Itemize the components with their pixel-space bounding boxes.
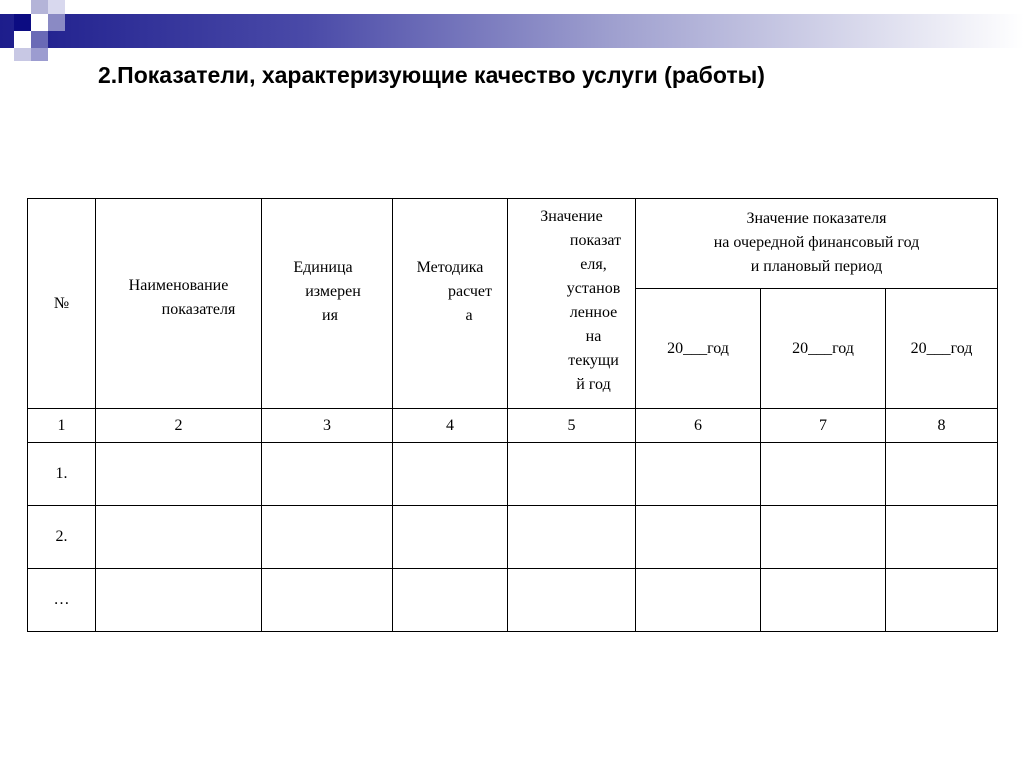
table-cell[interactable] [96, 506, 262, 569]
table-cell[interactable] [508, 506, 636, 569]
decor-square [14, 48, 31, 61]
header-num [28, 199, 96, 409]
column-number: 6 [636, 409, 761, 443]
header-unit-line: ия [322, 306, 338, 324]
table-cell[interactable] [886, 506, 998, 569]
table-cell[interactable] [262, 443, 393, 506]
header-plan-line: и плановый период [750, 258, 883, 275]
decor-square [31, 48, 48, 61]
header-method-line: расчет [447, 282, 493, 300]
decor-square [14, 31, 31, 48]
header-name-line: Наименование [128, 276, 229, 294]
header-current-value [508, 199, 636, 409]
column-number: 8 [886, 409, 998, 443]
table-row [28, 443, 998, 506]
row-number: … [28, 569, 96, 632]
table-cell[interactable] [508, 443, 636, 506]
header-year-3 [886, 289, 998, 409]
column-number: 2 [96, 409, 262, 443]
table-cell[interactable] [761, 443, 886, 506]
column-number: 5 [508, 409, 636, 443]
header-value-line: показат [569, 232, 622, 249]
column-number: 3 [262, 409, 393, 443]
header-value-line: ленное [569, 304, 618, 321]
header-plan-line: Значение показателя [746, 210, 887, 227]
column-number: 1 [28, 409, 96, 443]
year-label: 20___год [667, 339, 729, 357]
header-method [393, 199, 508, 409]
header-method-line: а [465, 306, 473, 324]
header-plan-period [636, 199, 998, 289]
header-unit-line: Единица [293, 258, 353, 276]
decor-square [31, 14, 48, 31]
quality-indicators-table [27, 198, 998, 632]
row-number: 1. [28, 443, 96, 506]
table-cell[interactable] [393, 443, 508, 506]
table-cell[interactable] [393, 569, 508, 632]
column-number: 7 [761, 409, 886, 443]
header-row-1 [28, 199, 998, 289]
decor-square [14, 14, 31, 31]
table-cell[interactable] [393, 506, 508, 569]
header-name [96, 199, 262, 409]
table-row [28, 569, 998, 632]
table-cell[interactable] [262, 506, 393, 569]
header-value-line: установ [566, 280, 621, 297]
header-unit [262, 199, 393, 409]
table-cell[interactable] [761, 569, 886, 632]
header-value-line: на [585, 328, 602, 345]
page-title: 2.Показатели, характеризующие качество услуги (работы) [98, 62, 765, 88]
header-method-line: Методика [416, 258, 484, 276]
header-gradient-bar [0, 14, 1024, 48]
table-cell[interactable] [508, 569, 636, 632]
table-cell[interactable] [761, 506, 886, 569]
header-num-label: № [53, 294, 70, 312]
column-number: 4 [393, 409, 508, 443]
table-cell[interactable] [886, 569, 998, 632]
year-label: 20___год [910, 339, 973, 357]
table-cell[interactable] [96, 443, 262, 506]
decor-square [31, 0, 48, 14]
decor-square [31, 31, 48, 48]
header-value-line: Значение [540, 208, 603, 225]
year-label: 20___год [792, 339, 854, 357]
row-number: 2. [28, 506, 96, 569]
header-value-line: еля, [580, 256, 607, 273]
table-cell[interactable] [96, 569, 262, 632]
header-year-1 [636, 289, 761, 409]
header-year-2 [761, 289, 886, 409]
table-row [28, 506, 998, 569]
table-cell[interactable] [636, 443, 761, 506]
decor-square [48, 0, 65, 14]
header-name-line: показателя [161, 300, 236, 318]
decor-square [48, 14, 65, 31]
header-plan-line: на очередной финансовый год [713, 234, 920, 251]
table-cell[interactable] [886, 443, 998, 506]
table-cell[interactable] [636, 506, 761, 569]
table-cell[interactable] [636, 569, 761, 632]
table-cell[interactable] [262, 569, 393, 632]
header-unit-line: измерен [305, 282, 361, 300]
header-value-line: текущи [568, 352, 619, 369]
header-value-line: й год [576, 376, 611, 393]
column-number-row [28, 409, 998, 443]
